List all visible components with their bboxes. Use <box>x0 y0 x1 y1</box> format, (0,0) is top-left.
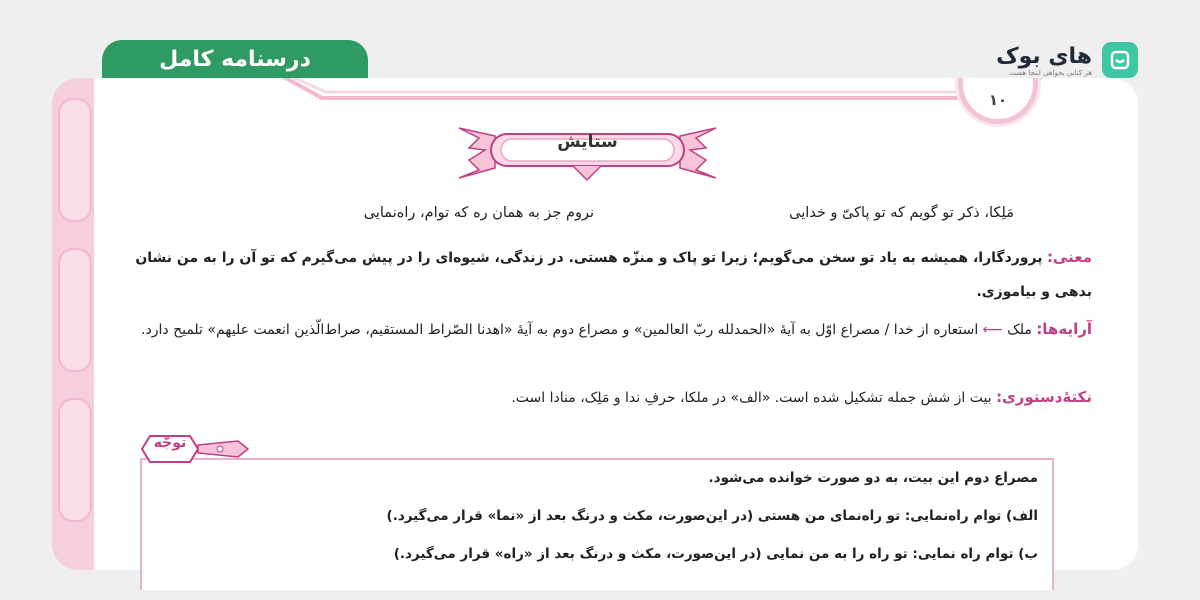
attention-line: ب) توام راه نمایی: تو راه را به من نمایی (در این‌صورت، مکث و درنگ بعد از «راه» قرار می‌گیرد.) <box>393 546 1038 562</box>
attention-tag-label: توجّه <box>153 435 187 451</box>
attention-tag <box>140 432 250 466</box>
page-edge-decoration <box>52 78 94 570</box>
edge-ornament <box>58 98 92 222</box>
attention-box <box>140 458 1054 590</box>
literary-devices-text: استعاره از خدا / مصراع اوّل به آیهٔ «الحمدلله ربّ العالمین» و مصراع دوم به آیهٔ «اهدنا الصّراط المستقیم، صراط‌الّذین انعمت علیهم» تلمیح دارد. <box>141 322 979 338</box>
header-ribbon <box>282 78 1042 102</box>
grammar-note-label: نکتهٔ‌دستوری: <box>996 388 1092 406</box>
meaning-text: پروردگارا، همیشه به یاد تو سخن می‌گویم؛ زیرا تو پاک و منزّه هستی. در زندگی، شیوه‌ای را در پیش می‌گیرم که تو آن را به من نشان بدهی و بیاموزی. <box>135 250 1092 300</box>
grammar-note-text: بیت از شش جمله تشکیل شده است. «الف» در ملکا، حرفِ ندا و مَلِک، منادا است. <box>511 390 992 406</box>
attention-line: الف) توام راه‌نمایی: تو راه‌نمای من هستی (در این‌صورت، مکث و درنگ بعد از «نما» قرار می‌گیرد.) <box>386 508 1038 524</box>
edge-ornament <box>58 248 92 372</box>
edge-ornament <box>58 398 92 522</box>
chapter-tab-label: درسنامه کامل <box>159 46 311 72</box>
logo-name: های بوک <box>996 43 1092 69</box>
logo-tagline: هر کتابی بخواهی اینجا هست <box>1009 68 1092 77</box>
chapter-tab <box>102 40 368 78</box>
verse-hemistich-1: مَلِکا، ذکر تو گویم که تو پاکیّ و خدایی <box>789 205 1014 221</box>
meaning-paragraph <box>98 240 1092 309</box>
grammar-note-paragraph <box>98 380 1092 415</box>
arrow-left-icon: ⟵ <box>982 322 1003 338</box>
brand-logo[interactable] <box>996 40 1138 80</box>
literary-devices-paragraph <box>98 312 1092 347</box>
page-number: ۱۰ <box>988 91 1008 109</box>
attention-line: مصراع دوم این بیت، به دو صورت خوانده می‌شود. <box>708 470 1038 486</box>
literary-devices-term: ملک <box>1007 322 1032 338</box>
literary-devices-label: آرایه‌ها: <box>1036 320 1092 338</box>
meaning-label: معنی: <box>1046 248 1092 266</box>
logo-text <box>996 44 1092 77</box>
page-number-badge <box>958 78 1038 124</box>
verse-hemistich-2: نروم جز به همان ره که توام، راه‌نمایی <box>363 205 594 221</box>
section-title: ستایش <box>557 132 618 152</box>
section-banner <box>455 124 720 182</box>
logo-bag-icon <box>1102 42 1138 78</box>
